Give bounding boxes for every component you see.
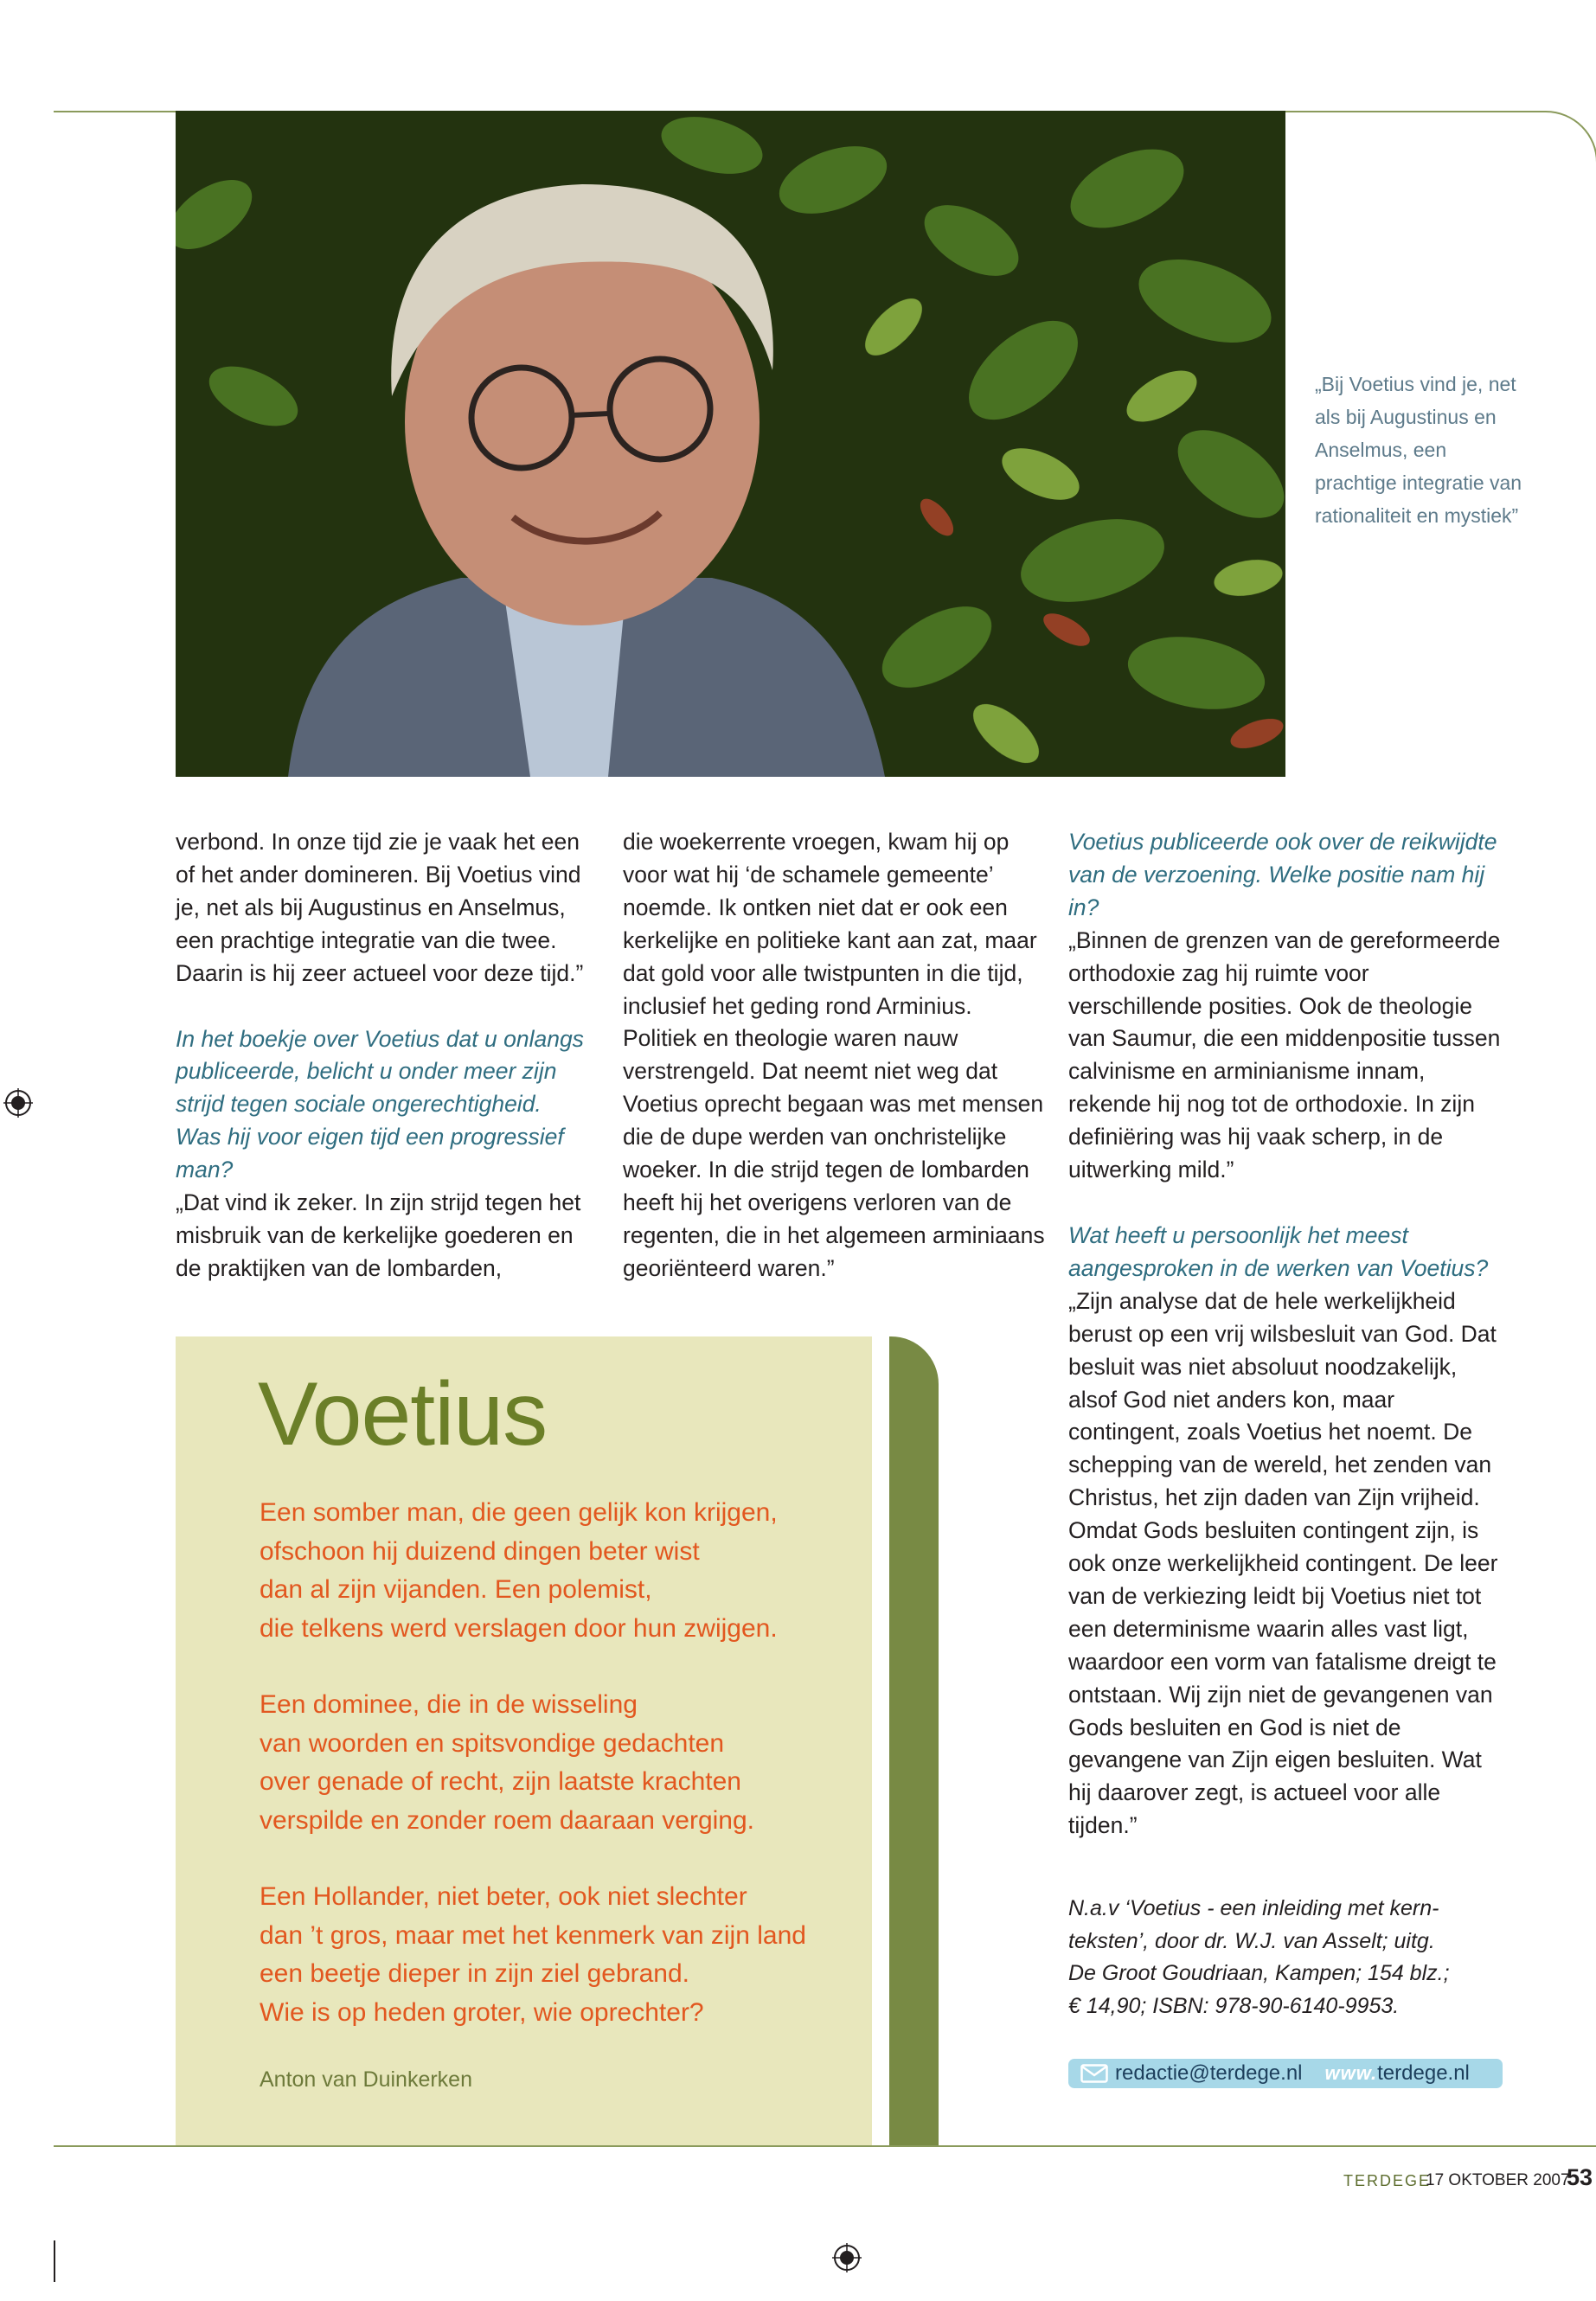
website-link[interactable]: terdege.nl xyxy=(1377,2061,1470,2085)
registration-mark-icon xyxy=(3,1088,33,1118)
article-column-1 xyxy=(176,826,591,1285)
footer-brand: TERDEGE xyxy=(1343,2172,1432,2189)
crop-mark xyxy=(54,2240,55,2282)
poem-line: Een Hollander, niet beter, ook niet slechter xyxy=(260,1882,747,1911)
interview-question: Voetius publiceerde ook over de reikwijdte van de verzoening. Welke positie nam hij in? xyxy=(1068,829,1497,920)
credit-line: De Groot Goudriaan, Kampen; 154 blz.; xyxy=(1068,1961,1450,1985)
book-credit xyxy=(1068,1893,1518,2022)
poem-stanza xyxy=(260,1686,865,1840)
poem-line: over genade of recht, zijn laatste krachten xyxy=(260,1767,741,1796)
credit-line: teksten’, door dr. W.J. van Asselt; uitg. xyxy=(1068,1928,1435,1953)
poem-line: van woorden en spitsvondige gedachten xyxy=(260,1728,725,1758)
portrait-photo xyxy=(176,111,1285,777)
body-paragraph: verbond. In onze tijd zie je vaak het een of het ander domineren. Bij Voetius vind je, net als bij Augustinus en Anselmus, een prachtige integratie van die twee. Daarin is hij zeer actueel voor deze tijd.” xyxy=(176,829,584,986)
poem-line: Een somber man, die geen gelijk kon krijgen, xyxy=(260,1498,778,1527)
page-number: 53 xyxy=(1567,2164,1593,2190)
poem-title: Voetius xyxy=(258,1364,548,1465)
email-link[interactable]: redactie@terdege.nl xyxy=(1115,2061,1303,2085)
poem-line: een beetje dieper in zijn ziel gebrand. xyxy=(260,1959,690,1988)
interview-question: In het boekje over Voetius dat u onlangs publiceerde, belicht u onder meer zijn strijd tegen sociale ongerechtigheid. Was hij voor eigen tijd een progressief man? xyxy=(176,1025,584,1183)
article-column-3 xyxy=(1068,826,1501,1843)
www-prefix: www. xyxy=(1324,2062,1378,2084)
poem-line: verspilde en zonder roem daaraan verging. xyxy=(260,1805,755,1835)
body-paragraph: die woekerrente vroegen, kwam hij op voor wat hij ‘de schamele gemeente’ noemde. Ik ontken niet dat er ook een kerkelijke en politieke kant aan zat, maar dat gold voor alle twistpunten in die tijd, inclusief het geding rond Arminius. Politiek en theologie waren nauw verstrengeld. Dat neemt niet weg dat Voetius oprecht begaan was met mensen die de dupe werden van onchristelijke woeker. In die strijd tegen de lombarden heeft hij het overigens verloren van de regenten, die in het algemeen arminiaans georiënteerd waren.” xyxy=(623,829,1045,1281)
poem-line: Wie is op heden groter, wie oprechter? xyxy=(260,1997,704,2027)
poem-line: ofschoon hij duizend dingen beter wist xyxy=(260,1536,700,1566)
poem-text xyxy=(260,1494,865,2070)
article-column-2 xyxy=(623,826,1047,1285)
contact-bar xyxy=(1068,2059,1503,2088)
body-paragraph: „Binnen de grenzen van de gereformeerde orthodoxie zag hij ruimte voor verschillende posities. Ook de theologie van Saumur, die een middenpositie tussen calvinisme en arminianisme innam, rekende hij nog tot de orthodoxie. In zijn definiëring was hij vaak scherp, in de uitwerking mild.” xyxy=(1068,926,1501,1183)
poem-author: Anton van Duinkerken xyxy=(260,2067,472,2092)
poem-stanza xyxy=(260,1494,865,1648)
credit-line: N.a.v ‘Voetius - een inleiding met kern- xyxy=(1068,1896,1439,1920)
poem-line: dan ’t gros, maar met het kenmerk van zijn land xyxy=(260,1920,806,1950)
body-paragraph: „Zijn analyse dat de hele werkelijkheid berust op een vrij wilsbesluit van God. Dat besluit was niet absoluut noodzakelijk, alsof God niet anders kon, maar contingent, zoals Voetius het noemt. De schepping van de wereld, het zenden van Christus, het zijn daden van Zijn vrijheid. Omdat Gods besluiten contingent zijn, is ook onze werkelijkheid contingent. De leer van de verkiezing leidt bij Voetius niet tot een determinisme waarin alles vast ligt, waardoor een vorm van fatalisme dreigt te ontstaan. Wij zijn niet de gevangenen van Gods besluiten en God is niet de gevangene van Zijn eigen besluiten. Wat hij daarover zegt, is actueel voor alle tijden.” xyxy=(1068,1287,1498,1839)
bottom-rule xyxy=(54,2145,1596,2147)
poem-line: Een dominee, die in de wisseling xyxy=(260,1690,638,1719)
top-rule-corner xyxy=(1522,111,1596,173)
pull-quote: „Bij Voetius vind je, net als bij Augustinus en Anselmus, een prachtige integratie van rationaliteit en mystiek” xyxy=(1315,373,1522,527)
body-paragraph: „Dat vind ik zeker. In zijn strijd tegen het misbruik van de kerkelijke goederen en de praktijken van de lombarden, xyxy=(176,1189,581,1281)
envelope-icon xyxy=(1080,2064,1108,2083)
poem-accent-bar xyxy=(889,1336,939,2147)
poem-stanza xyxy=(260,1878,865,2032)
poem-line: dan al zijn vijanden. Een polemist, xyxy=(260,1575,652,1604)
credit-line: € 14,90; ISBN: 978-90-6140-9953. xyxy=(1068,1993,1400,2018)
registration-mark-icon xyxy=(832,2243,862,2272)
footer-date: 17 OKTOBER 2007 xyxy=(1426,2171,1570,2189)
poem-line: die telkens werd verslagen door hun zwijgen. xyxy=(260,1613,778,1643)
interview-question: Wat heeft u persoonlijk het meest aangesproken in de werken van Voetius? xyxy=(1068,1221,1489,1281)
